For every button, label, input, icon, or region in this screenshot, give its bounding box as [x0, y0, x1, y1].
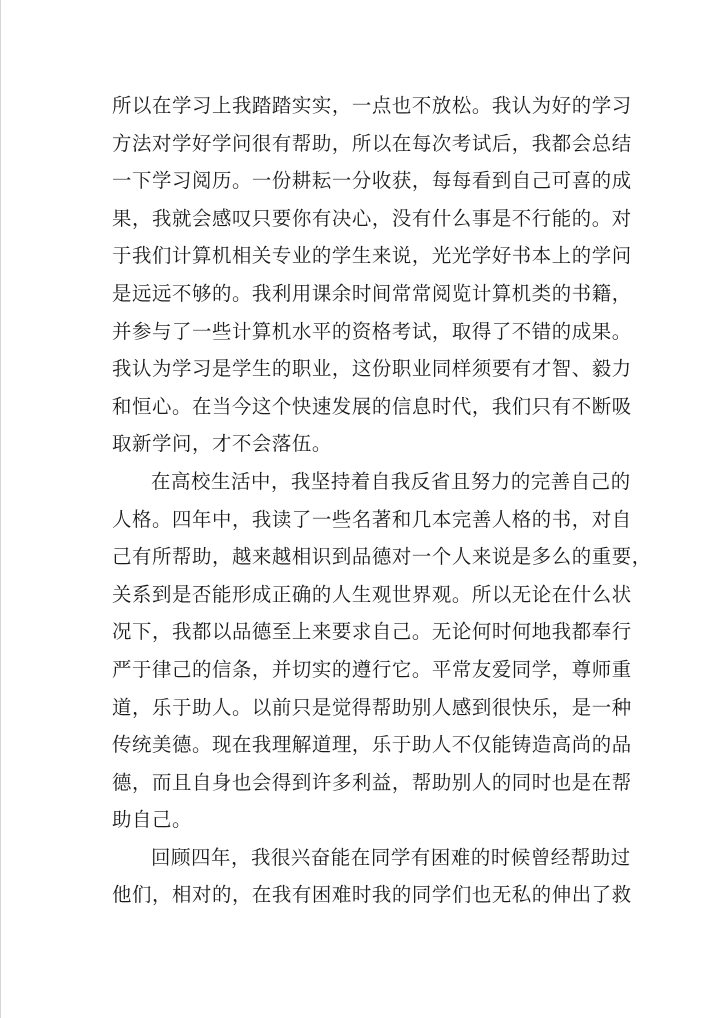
text-line: 于我们计算机相关专业的学生来说，光光学好书本上的学问: [112, 244, 632, 268]
text-line: 我认为学习是学生的职业，这份职业同样须要有才智、毅力: [112, 357, 632, 381]
text-line: 己有所帮助，越来越相识到品德对一个人来说是多么的重要，: [112, 545, 652, 569]
text-line: 是远远不够的。我利用课余时间常常阅览计算机类的书籍，: [112, 281, 632, 305]
text-line: 所以在学习上我踏踏实实，一点也不放松。我认为好的学习: [112, 94, 632, 117]
text-line: 况下，我都以品德至上来要求自己。无论何时何地我都奉行: [112, 620, 632, 644]
text-line: 果，我就会感叹只要你有决心，没有什么事是不行能的。对: [112, 206, 632, 230]
text-line: 他们，相对的，在我有困难时我的同学们也无私的伸出了救: [112, 883, 632, 907]
text-line: 方法对学好学问很有帮助，所以在每次考试后，我都会总结: [112, 131, 632, 155]
paragraph-3: [112, 839, 632, 914]
text-line: 助自己。: [112, 808, 192, 832]
text-line: 一下学习阅历。一份耕耘一分收获，每每看到自己可喜的成: [112, 169, 632, 193]
paragraph-2: [112, 463, 652, 839]
text-line: 道，乐于助人。以前只是觉得帮助别人感到很快乐，是一种: [112, 695, 632, 719]
text-line: 传统美德。现在我理解道理，乐于助人不仅能铸造高尚的品: [112, 733, 632, 757]
text-line: 和恒心。在当今这个快速发展的信息时代，我们只有不断吸: [112, 394, 632, 418]
text-line: 人格。四年中，我读了一些名著和几本完善人格的书，对自: [112, 507, 632, 531]
text-line: 德，而且自身也会得到许多利益，帮助别人的同时也是在帮: [112, 770, 632, 794]
text-line: 关系到是否能形成正确的人生观世界观。所以无论在什么状: [112, 582, 632, 606]
text-line: 在高校生活中，我坚持着自我反省且努力的完善自己的: [151, 469, 631, 493]
paragraph-1: [112, 87, 632, 463]
text-line: 严于律己的信条，并切实的遵行它。平常友爱同学，尊师重: [112, 657, 632, 681]
text-line: 回顾四年，我很兴奋能在同学有困难的时候曾经帮助过: [151, 845, 631, 869]
text-line: 取新学问，才不会落伍。: [112, 432, 332, 456]
text-line: 并参与了一些计算机水平的资格考试，取得了不错的成果。: [112, 319, 632, 343]
document-body: [112, 87, 652, 914]
